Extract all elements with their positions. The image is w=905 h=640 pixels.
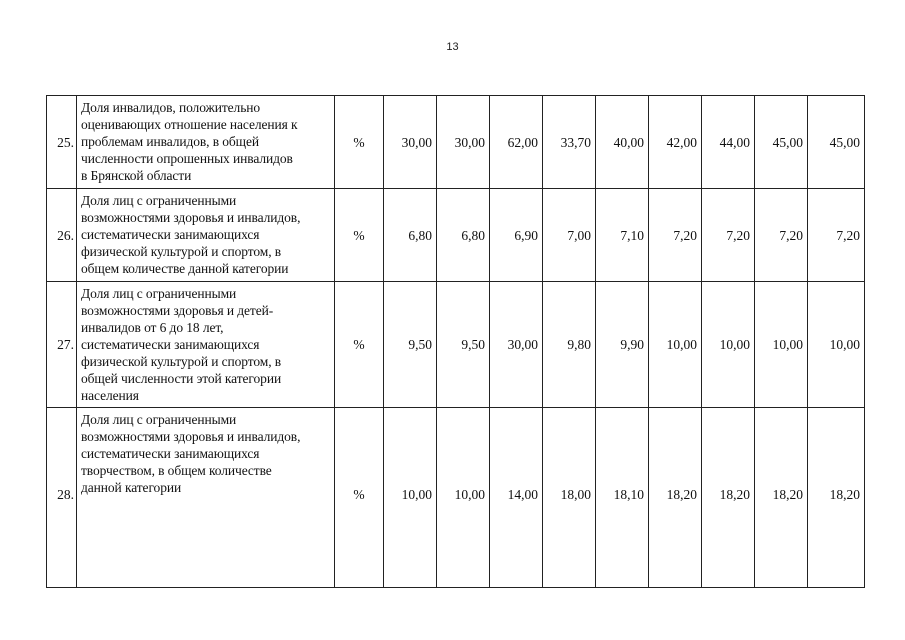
value-cell: 45,00 — [808, 96, 865, 189]
value-cell: 9,50 — [437, 282, 490, 408]
value-cell: 10,00 — [755, 282, 808, 408]
value-cell: 10,00 — [808, 282, 865, 408]
value-cell: 30,00 — [384, 96, 437, 189]
value-cell: 7,20 — [808, 189, 865, 282]
value-cell: 62,00 — [490, 96, 543, 189]
unit-cell: % — [335, 96, 384, 189]
indicator-name: Доля инвалидов, положительно оценивающих отношение населения к проблемам инвалидов, в общей численности опрошенных инвалидов в Брянской области — [77, 96, 335, 189]
table-row — [47, 189, 865, 282]
table-row — [47, 96, 865, 189]
value-cell: 18,10 — [596, 408, 649, 588]
value-cell: 6,90 — [490, 189, 543, 282]
value-cell: 10,00 — [649, 282, 702, 408]
value-cell: 18,20 — [702, 408, 755, 588]
value-cell: 10,00 — [384, 408, 437, 588]
value-cell: 42,00 — [649, 96, 702, 189]
unit-cell: % — [335, 408, 384, 588]
row-number: 26. — [47, 189, 77, 282]
value-cell: 30,00 — [437, 96, 490, 189]
value-cell: 18,20 — [755, 408, 808, 588]
value-cell: 10,00 — [437, 408, 490, 588]
row-number: 27. — [47, 282, 77, 408]
value-cell: 30,00 — [490, 282, 543, 408]
value-cell: 7,20 — [702, 189, 755, 282]
value-cell: 7,10 — [596, 189, 649, 282]
value-cell: 45,00 — [755, 96, 808, 189]
value-cell: 9,90 — [596, 282, 649, 408]
page-number: 13 — [446, 41, 459, 53]
value-cell: 7,20 — [649, 189, 702, 282]
value-cell: 14,00 — [490, 408, 543, 588]
value-cell: 40,00 — [596, 96, 649, 189]
table-row — [47, 282, 865, 408]
indicators-table — [46, 95, 865, 588]
unit-cell: % — [335, 282, 384, 408]
unit-cell: % — [335, 189, 384, 282]
value-cell: 7,00 — [543, 189, 596, 282]
indicator-name: Доля лиц с ограниченными возможностями здоровья и детей- инвалидов от 6 до 18 лет, систематически занимающихся физической культурой и спортом, в общей численности этой категории населения — [77, 282, 335, 408]
value-cell: 7,20 — [755, 189, 808, 282]
value-cell: 10,00 — [702, 282, 755, 408]
value-cell: 9,50 — [384, 282, 437, 408]
row-number: 25. — [47, 96, 77, 189]
value-cell: 18,00 — [543, 408, 596, 588]
value-cell: 44,00 — [702, 96, 755, 189]
value-cell: 33,70 — [543, 96, 596, 189]
indicator-name: Доля лиц с ограниченными возможностями здоровья и инвалидов, систематически занимающихся физической культурой и спортом, в общем количестве данной категории — [77, 189, 335, 282]
value-cell: 9,80 — [543, 282, 596, 408]
row-number: 28. — [47, 408, 77, 588]
value-cell: 18,20 — [808, 408, 865, 588]
table-row — [47, 408, 865, 588]
value-cell: 6,80 — [384, 189, 437, 282]
value-cell: 18,20 — [649, 408, 702, 588]
indicator-name: Доля лиц с ограниченными возможностями здоровья и инвалидов, систематически занимающихся творчеством, в общем количестве данной категории — [77, 408, 335, 588]
value-cell: 6,80 — [437, 189, 490, 282]
